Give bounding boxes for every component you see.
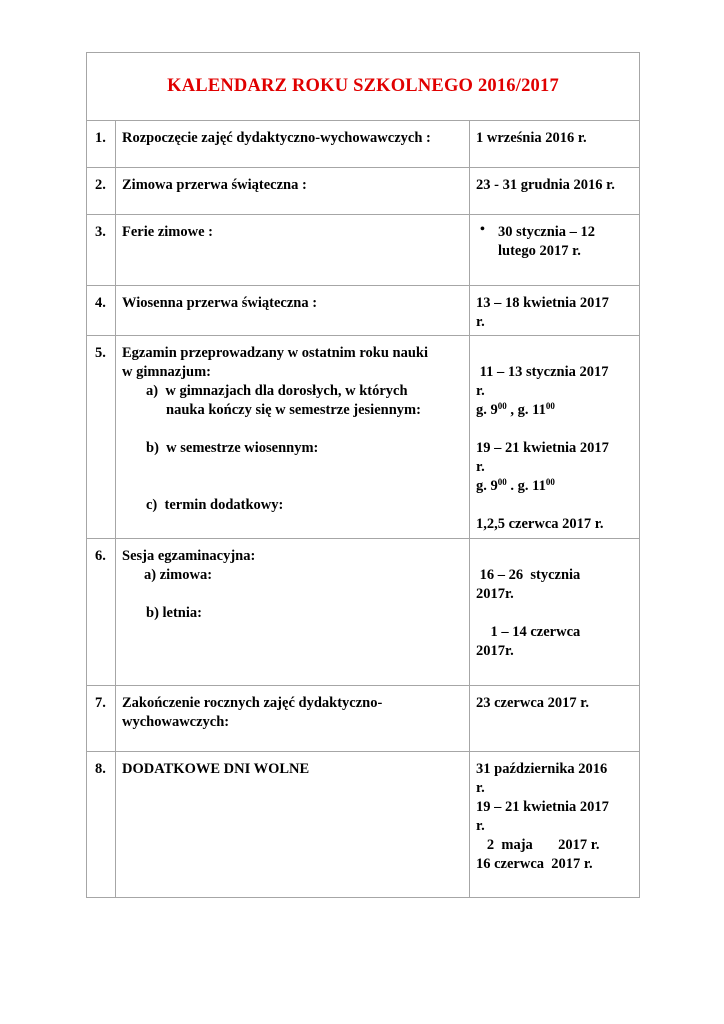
table-row [87, 336, 640, 539]
row-number: 7. [87, 686, 116, 752]
date-line: 16 czerwca 2017 r. [476, 856, 593, 872]
date-line: r. [476, 459, 485, 475]
desc-line: Egzamin przeprowadzany w ostatnim roku nauki [122, 345, 429, 361]
row-date: 23 czerwca 2017 r. [470, 686, 640, 752]
row-description: Ferie zimowe : [116, 215, 470, 286]
row-description [116, 539, 470, 686]
desc-line: Zakończenie rocznych zajęć dydaktyczno- [122, 695, 383, 711]
row-number: 2. [87, 168, 116, 215]
row-date: 23 - 31 grudnia 2016 r. [470, 168, 640, 215]
desc-line: w gimnazjum: [122, 364, 212, 380]
date-line: 16 – 26 stycznia [476, 567, 581, 583]
sub-item-b: b) letnia: [146, 605, 202, 621]
date-line: 2017r. [476, 586, 514, 602]
table-row [87, 539, 640, 686]
row-number: 3. [87, 215, 116, 286]
date-line: 13 – 18 kwietnia 2017 [476, 295, 609, 311]
row-description: Wiosenna przerwa świąteczna : [116, 286, 470, 336]
desc-line: Sesja egzaminacyjna: [122, 548, 256, 564]
sub-item-text: termin dodatkowy: [164, 497, 284, 513]
date-line: r. [476, 780, 485, 796]
sub-item-a [122, 382, 463, 401]
list-marker: a) [146, 383, 159, 399]
date-line: 1,2,5 czerwca 2017 r. [476, 516, 604, 532]
table-row [87, 121, 640, 168]
school-calendar-table [86, 52, 640, 898]
row-number: 4. [87, 286, 116, 336]
date-line: 2 maja 2017 r. [476, 837, 600, 853]
date-line: r. [476, 314, 485, 330]
table-row [87, 686, 640, 752]
row-date [470, 336, 640, 539]
sub-item-c [122, 496, 463, 515]
row-description: Zimowa przerwa świąteczna : [116, 168, 470, 215]
row-description: DODATKOWE DNI WOLNE [116, 752, 470, 898]
date-line: r. [476, 383, 485, 399]
date-line: r. [476, 818, 485, 834]
row-description [116, 686, 470, 752]
date-line: lutego 2017 r. [498, 243, 581, 259]
calendar-title: KALENDARZ ROKU SZKOLNEGO 2016/2017 [87, 53, 640, 121]
row-number: 8. [87, 752, 116, 898]
date-line: 30 stycznia – 12 [498, 224, 596, 240]
date-line: 1 – 14 czerwca [476, 624, 581, 640]
date-line: 11 – 13 stycznia 2017 [476, 364, 609, 380]
title-row [87, 53, 640, 121]
row-number: 5. [87, 336, 116, 539]
list-marker: b) [146, 440, 159, 456]
sub-item-b [122, 439, 463, 458]
sub-item-text: w semestrze wiosennym: [166, 440, 319, 456]
table-row [87, 286, 640, 336]
row-date [470, 286, 640, 336]
row-number: 1. [87, 121, 116, 168]
table-row [87, 215, 640, 286]
row-date: 1 września 2016 r. [470, 121, 640, 168]
table-row [87, 752, 640, 898]
hour-line: g. $9^{00}$ . g. $11^{00}$ [476, 477, 555, 494]
list-marker: c) [146, 497, 158, 513]
date-line: 31 października 2016 [476, 761, 608, 777]
sub-item-a-cont: nauka kończy się w semestrze jesiennym: [166, 402, 421, 418]
sub-item-a: a) zimowa: [144, 567, 213, 583]
row-number: 6. [87, 539, 116, 686]
desc-line: wychowawczych: [122, 714, 230, 730]
table-row [87, 168, 640, 215]
date-line: 19 – 21 kwietnia 2017 [476, 799, 609, 815]
row-description: Rozpoczęcie zajęć dydaktyczno-wychowawczych : [116, 121, 470, 168]
bullet-icon: • [480, 222, 485, 237]
row-description [116, 336, 470, 539]
row-date [470, 215, 640, 286]
row-date [470, 539, 640, 686]
date-line: 19 – 21 kwietnia 2017 [476, 440, 609, 456]
hour-line: g. $9^{00}$ , g. $11^{00}$ [476, 401, 555, 418]
row-date [470, 752, 640, 898]
date-line: 2017r. [476, 643, 514, 659]
sub-item-text: w gimnazjach dla dorosłych, w których [165, 383, 408, 399]
